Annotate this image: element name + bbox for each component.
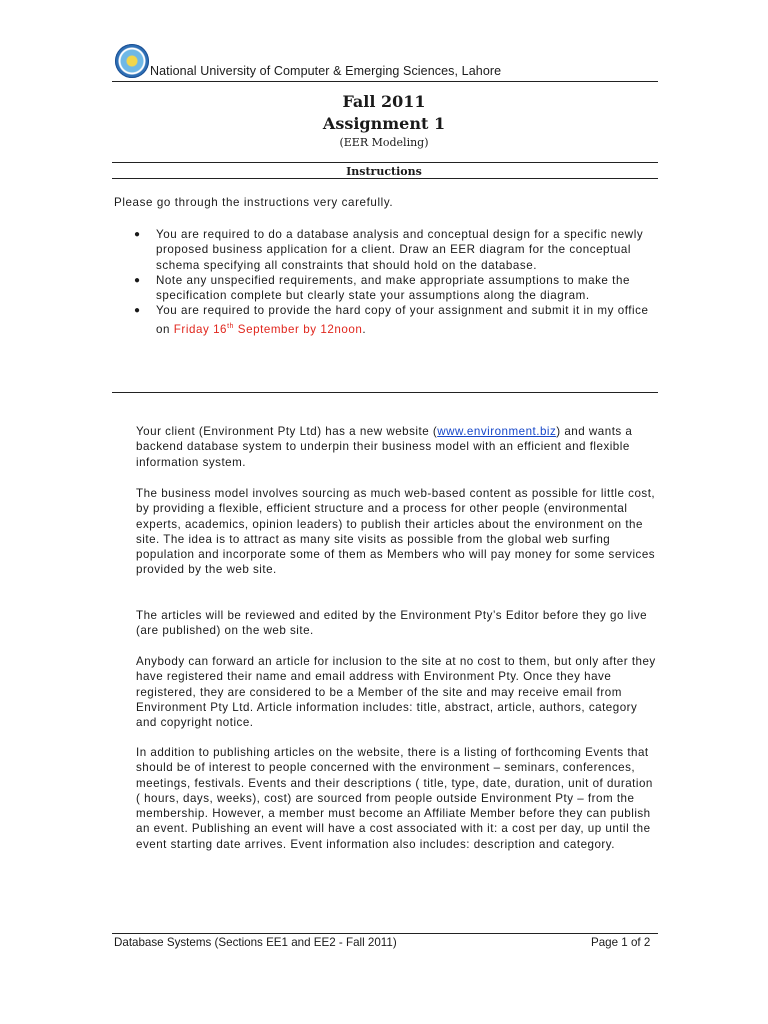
bullet-icon: ● bbox=[134, 229, 141, 240]
paragraph-client: Your client (Environment Pty Ltd) has a new website (www.environment.biz) and wants a backend database system to underpin their business model with an efficient and flexible information system. bbox=[136, 425, 633, 469]
university-logo bbox=[115, 44, 149, 78]
header-rule bbox=[112, 81, 658, 82]
term-title: Fall 2011 bbox=[342, 92, 426, 111]
paragraph-review: The articles will be reviewed and edited by the Environment Pty’s Editor before they go live (are published) on the web site. bbox=[136, 609, 648, 638]
instructions-top-rule bbox=[112, 162, 658, 163]
instructions-intro: Please go through the instructions very carefully. bbox=[114, 196, 394, 209]
deadline: Friday 16th September by 12noon bbox=[173, 322, 363, 336]
assignment-topic: (EER Modeling) bbox=[339, 136, 429, 149]
instruction-item-submission: ● You are required to provide the hard copy of your assignment and submit it in my office on Friday 16th September by 12noon. bbox=[134, 304, 649, 336]
paragraph-events: In addition to publishing articles on the website, there is a listing of forthcoming Events that should be of interest to people concerned with the environment – seminars, conferences, meetings, festivals. Events and their descriptions ( title, type, date, duration, unit of duration ( hours, days, weeks), cost) are sourced from people outside Environment Pty – from the membership. However, a member must become an Affiliate Member before they can publish an event. Publishing an event will have a cost associated with it: a cost per day, up until the event starting date arrives. Event information also includes: description and category. bbox=[136, 746, 653, 851]
institution-name: National University of Computer & Emerging Sciences, Lahore bbox=[150, 64, 502, 78]
section-rule bbox=[112, 392, 658, 393]
instruction-item: ● You are required to do a database analysis and conceptual design for a specific newly proposed business application for a client. Draw an EER diagram for the conceptual schema specifying all constraints that should hold on the database. bbox=[134, 228, 644, 272]
instructions-bottom-rule bbox=[112, 178, 658, 179]
instructions-list bbox=[134, 227, 664, 337]
paragraph-membership: Anybody can forward an article for inclusion to the site at no cost to them, but only after they have registered their name and email address with Environment Pty. Once they have registered, they are considered to be a Member of the site and may receive email from Environment Pty Ltd. Article information includes: title, abstract, article, authors, category and copyright notice. bbox=[136, 655, 656, 730]
assignment-title: Assignment 1 bbox=[322, 114, 446, 133]
footer-page-number: Page 1 of 2 bbox=[591, 936, 651, 949]
footer-course: Database Systems (Sections EE1 and EE2 - Fall 2011) bbox=[114, 936, 397, 949]
bullet-icon: ● bbox=[134, 274, 141, 286]
bullet-icon: ● bbox=[134, 305, 141, 317]
website-link[interactable]: www.environment.biz bbox=[437, 425, 557, 438]
paragraph-business-model: The business model involves sourcing as much web-based content as possible for little cost, by providing a flexible, efficient structure and a process for other people (environmental experts, academics, opinion leaders) to publish their articles about the environment on the site. The idea is to attract as many site visits as possible from the global web surfing population and incorporate some of them as Members who will pay money for some services provided by the web site. bbox=[136, 487, 656, 577]
footer-rule bbox=[112, 933, 658, 934]
instruction-item: ● Note any unspecified requirements, and make appropriate assumptions to make the specification complete but clearly state your assumptions along the diagram. bbox=[134, 273, 630, 303]
instructions-heading: Instructions bbox=[346, 165, 422, 178]
